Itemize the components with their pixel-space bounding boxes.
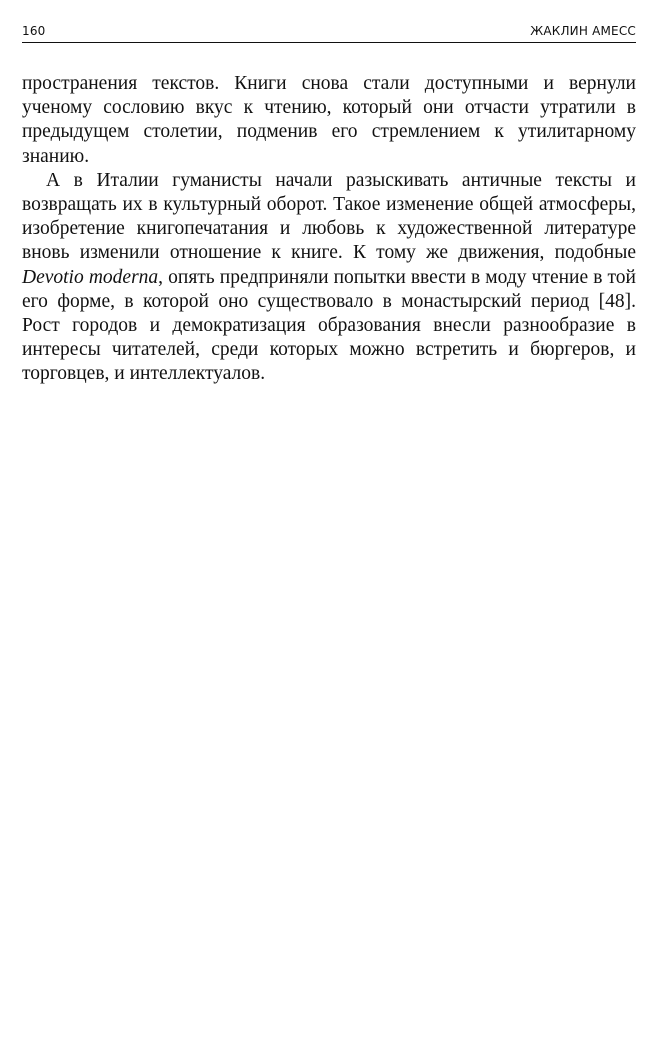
paragraph-2-text-start: А в Италии гуманисты начали разыскивать античные тексты и возвращать их в культурный оборот. Такое изменение общей атмосферы, изобретение книгопечатания и любовь к художественной литературе вновь изменили отношение к книге. К тому же движения, подобные: [22, 169, 636, 264]
movement-name-italic: Devotio moderna: [22, 266, 159, 288]
paragraph-2-text-end: , опять предприняли попытки ввести в моду чтение в той его форме, в которой оно существовало в монастырский период [48]. Рост городов и демократизация образования внесли разнообразие в интересы читателей, среди которых можно встретить и бюргеров, и торговцев, и интеллектуалов.: [22, 266, 636, 385]
body-text: [22, 72, 636, 387]
paragraph-1: пространения текстов. Книги снова стали доступными и вернули ученому сословию вкус к чтению, который они отчасти утратили в предыдущем столетии, подменив его стремлением к утилитарному знанию.: [22, 73, 636, 167]
paragraph-2: [22, 169, 636, 387]
running-header: [22, 20, 636, 43]
running-title: ЖАКЛИН АМЕСС: [530, 24, 636, 38]
page-number: 160: [22, 24, 46, 38]
